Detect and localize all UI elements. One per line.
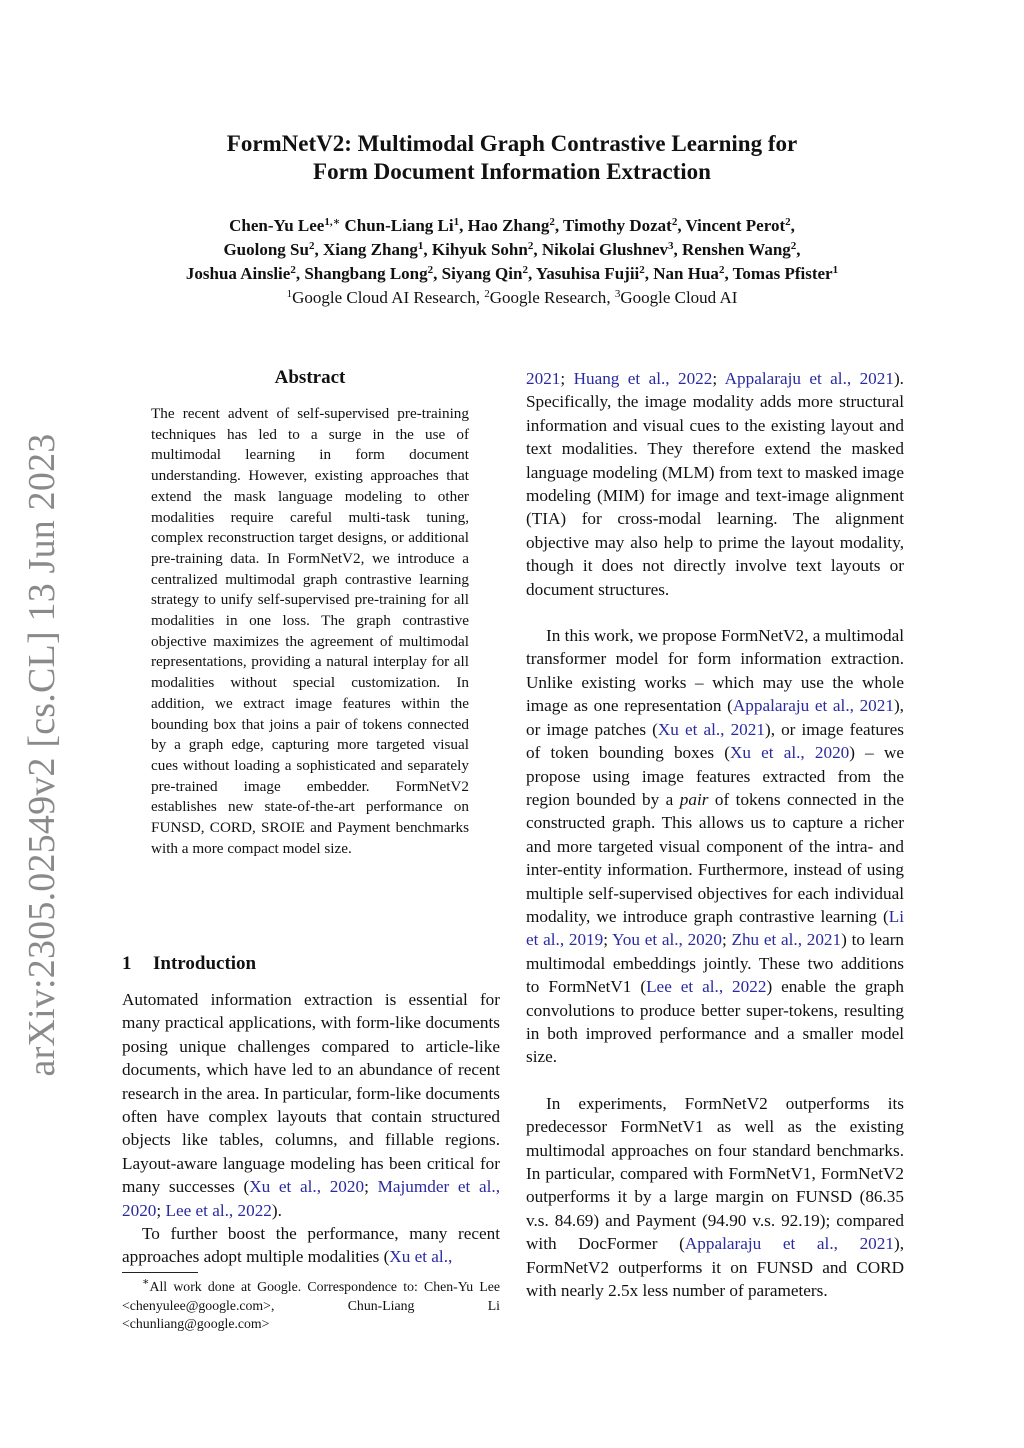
author-separator: , — [724, 264, 733, 283]
paragraph-text: ; — [156, 1200, 166, 1220]
arxiv-stamp — [6, 433, 78, 1077]
author-separator: , — [790, 216, 795, 235]
author-separator: , — [673, 240, 682, 259]
paragraph-gap — [526, 1069, 904, 1092]
affiliation-mark: 3 — [614, 288, 621, 300]
author-affiliation-mark: 2 — [522, 264, 528, 276]
footnote-mark: ∗ — [142, 1276, 150, 1288]
author-affiliation-mark: 2 — [308, 240, 315, 252]
affiliation-separator: , — [606, 288, 615, 307]
author-affiliation-mark: 2 — [785, 216, 791, 228]
author-affiliation-mark: 1,∗ — [324, 216, 341, 228]
paragraph-text: ), or image patches ( — [526, 696, 904, 739]
author-name: Chun-Liang Li — [344, 216, 454, 235]
citation-link[interactable]: Huang et al., 2022 — [573, 369, 713, 388]
arxiv-identifier: arXiv:2305.02549v2 [cs.CL] 13 Jun 2023 — [21, 433, 63, 1077]
citation-link[interactable]: Appalaraju et al., 2021 — [732, 696, 894, 716]
intro-paragraph-1 — [122, 988, 500, 1222]
paragraph-text: ; — [603, 930, 613, 950]
author-affiliation-mark: 2 — [639, 264, 645, 276]
abstract-body: The recent advent of self-supervised pre-training techniques has led to a surge in the use of multimodal learning in form document understanding. However, existing approaches that extend the mask language modeling to other modalities require careful multi-task tuning, complex reconstruction target designs, or additional pre-training data. In FormNetV2, we introduce a centralized multimodal graph contrastive learning strategy to unify self-supervised pre-training for all modalities in one loss. The graph contrastive objective maximizes the agreement of multimodal representations, providing a natural interplay for all modalities without special customization. In addition, we extract image features within the bounding box that joins a pair of tokens connected by a graph edge, capturing more targeted visual cues without loading a sophisticated and separately pre-trained image embedder. FormNetV2 establishes new state-of-the-art performance on FUNSD, CORD, SROIE and Payment benchmarks with a more compact model size. — [151, 405, 469, 857]
author-separator: , — [459, 216, 468, 235]
section-number: 1 — [122, 953, 132, 974]
paragraph-text: In experiments, FormNetV2 outperforms its predecessor FormNetV1 as well as the existing multimodal approaches on four standard benchmarks. In particular, compared with FormNetV1, FormNetV2 outperforms it by a large margin on FUNSD (86.35 v.s. 84.69) and Payment (94.90 v.s. 92.19); compared with DocFormer ( — [526, 1093, 904, 1254]
abstract-heading: Abstract — [274, 367, 346, 388]
author-affiliation-mark: 2 — [290, 264, 296, 276]
affiliation-name: Google Research — [489, 288, 607, 307]
author-separator: , — [554, 216, 564, 235]
author-name: Yasuhisa Fujii — [535, 264, 640, 283]
intro-paragraph-2 — [122, 1222, 500, 1269]
author-affiliation-mark: 1 — [453, 216, 460, 228]
paragraph-text: ) enable the graph convolutions to produce better super-tokens, resulting in both improved performance and a smaller model size. — [526, 977, 904, 1067]
paragraph-text: ; — [721, 930, 732, 950]
author-separator: , — [527, 264, 536, 283]
citation-link[interactable]: Majumder et al., 2020 — [122, 1177, 500, 1220]
paragraph-text: ) – we propose using image features extracted from the region bounded by a — [526, 743, 904, 809]
author-name: Kihyuk Sohn — [431, 240, 528, 259]
paragraph-text: ). Specifically, the image modality adds more structural information and visual cues to the existing layout and text modalities. They therefore extend the masked language modeling (MLM) from text to masked image modeling (MIM) for image and text-image alignment (TIA) for cross-modal learning. The alignment objective may also help to prime the layout modality, though it does not directly involve text layouts or document structures. — [526, 369, 904, 599]
footnote — [122, 1278, 500, 1334]
right-column — [526, 367, 904, 1302]
emphasized-word: pair — [679, 789, 709, 809]
right-paragraph-2 — [526, 624, 904, 1069]
author-name: Shangbang Long — [304, 264, 428, 283]
author-name: Chen-Yu Lee — [229, 216, 325, 235]
author-separator: , — [314, 240, 323, 259]
author-name: Hao Zhang — [467, 216, 550, 235]
author-affiliation-mark: 3 — [667, 240, 674, 252]
citation-link[interactable]: Appalaraju et al., 2021 — [724, 369, 894, 388]
citation-link[interactable]: Xu et al., 2021 — [657, 719, 765, 739]
citation-link[interactable]: You et al., 2020 — [612, 930, 722, 950]
author-line-3 — [0, 262, 1024, 286]
author-name: Tomas Pfister — [732, 264, 833, 283]
citation-link[interactable]: Lee et al., 2022 — [646, 977, 767, 997]
paragraph-text: In this work, we propose FormNetV2, a multimodal transformer model for form information extraction. Unlike existing works – which may use the whole image as one representation ( — [526, 626, 904, 716]
paragraph-text: ; — [560, 369, 574, 388]
section-title: Introduction — [153, 953, 257, 974]
author-affiliation-mark: 1 — [832, 264, 839, 276]
affiliation-line — [0, 286, 1024, 310]
author-line-1 — [0, 214, 1024, 238]
right-paragraph-1 — [526, 367, 904, 601]
right-paragraph-3 — [526, 1092, 904, 1303]
introduction-body — [122, 988, 500, 1269]
paragraph-text: ). — [271, 1200, 282, 1220]
footnote-rule — [122, 1272, 198, 1273]
paragraph-gap — [526, 601, 904, 624]
paper-title-line-1: FormNetV2: Multimodal Graph Contrastive Learning for — [226, 131, 798, 156]
citation-link[interactable]: Lee et al., 2022 — [165, 1200, 272, 1220]
paragraph-text: ) to learn multimodal embeddings jointly. These two additions to FormNetV1 ( — [526, 930, 905, 997]
author-affiliation-mark: 2 — [671, 216, 678, 228]
author-affiliation-mark: 2 — [718, 264, 725, 276]
author-separator: , — [644, 264, 654, 283]
citation-link[interactable]: Li et al., 2019 — [526, 906, 904, 950]
author-affiliation-mark: 2 — [527, 240, 534, 252]
author-block — [0, 214, 1024, 310]
author-name: Nikolai Glushnev — [541, 240, 668, 259]
citation-link[interactable]: Xu et al., 2020 — [249, 1177, 365, 1197]
citation-link[interactable]: Xu et al., 2020 — [729, 743, 850, 763]
author-line-2 — [0, 238, 1024, 262]
citation-link[interactable]: Xu et al., — [389, 1247, 453, 1267]
paragraph-text: Automated information extraction is essential for many practical applications, with form-like documents posing unique challenges compared to article-like documents, which have led to an abundance of recent research in the area. In particular, form-like documents often have complex layouts that contain structured objects like tables, columns, and fillable regions. Layout-aware language modeling has been critical for many successes ( — [122, 990, 500, 1197]
citation-link[interactable]: Appalaraju et al., 2021 — [684, 1234, 894, 1254]
author-separator: , — [295, 264, 305, 283]
author-name: Guolong Su — [223, 240, 309, 259]
paragraph-text: ), FormNetV2 outperforms it on FUNSD and CORD with nearly 2.5x less number of parameters. — [526, 1234, 904, 1301]
author-affiliation-mark: 2 — [790, 240, 797, 252]
author-name: Xiang Zhang — [322, 240, 418, 259]
author-name: Nan Hua — [653, 264, 719, 283]
author-name: Renshen Wang — [681, 240, 791, 259]
footnote-text: All work done at Google. Correspondence to: Chen-Yu Lee <chenyulee@google.com>, Chun-Liang Li <chunliang@google.com> — [122, 1279, 500, 1331]
citation-link[interactable]: 2021 — [526, 369, 561, 388]
paragraph-text: ), or image features of token bounding boxes ( — [526, 719, 904, 763]
author-separator: , — [796, 240, 801, 259]
citation-link[interactable]: Zhu et al., 2021 — [731, 930, 842, 950]
author-name: Timothy Dozat — [563, 216, 672, 235]
author-affiliation-mark: 1 — [417, 240, 424, 252]
author-name: Siyang Qin — [441, 264, 523, 283]
section-heading-introduction — [122, 953, 500, 975]
paragraph-text: ; — [712, 369, 725, 388]
author-affiliation-mark: 2 — [427, 264, 434, 276]
author-name: Joshua Ainslie — [185, 264, 291, 283]
author-separator: , — [433, 264, 442, 283]
affiliation-separator: , — [475, 288, 485, 307]
author-name: Vincent Perot — [685, 216, 786, 235]
author-separator: , — [677, 216, 686, 235]
paper-title-line-2: Form Document Information Extraction — [313, 159, 711, 184]
paragraph-text: ; — [364, 1177, 378, 1197]
paragraph-text: of tokens connected in the constructed graph. This allows us to capture a richer and more targeted visual component of the intra- and inter-entity information. Furthermore, instead of using multiple self-supervised objectives for each individual modality, we introduce graph contrastive learning ( — [526, 789, 904, 926]
paper-title — [0, 130, 1024, 186]
affiliation-mark: 1 — [286, 288, 293, 300]
affiliation-name: Google Cloud AI Research — [292, 288, 476, 307]
paragraph-text: To further boost the performance, many recent approaches adopt multiple modalities ( — [122, 1224, 500, 1267]
affiliation-mark: 2 — [484, 288, 490, 300]
affiliation-name: Google Cloud AI — [620, 288, 738, 307]
author-separator: , — [423, 240, 432, 259]
author-affiliation-mark: 2 — [549, 216, 555, 228]
author-separator: , — [533, 240, 542, 259]
